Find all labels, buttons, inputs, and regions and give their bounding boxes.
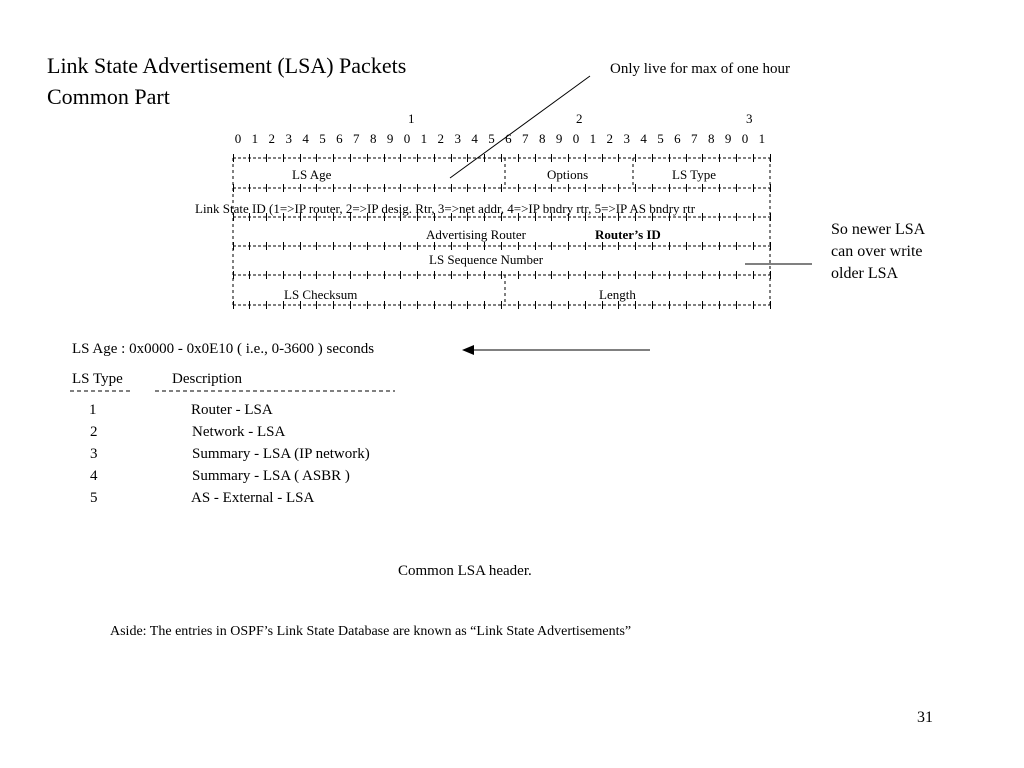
bit-tick-mark <box>350 271 351 279</box>
bit-number: 7 <box>353 131 360 146</box>
bit-tick-mark <box>283 242 284 250</box>
bit-number: 9 <box>724 131 732 146</box>
bit-tick-mark <box>350 154 351 162</box>
field-options: Options <box>547 167 589 182</box>
bit-tick-mark <box>484 271 485 279</box>
bit-tick-mark <box>770 154 771 162</box>
figure-caption: Common LSA header. <box>398 563 532 579</box>
bit-tick-mark <box>736 301 737 309</box>
bit-tick-mark <box>652 271 653 279</box>
bit-tick-mark <box>635 242 636 250</box>
bit-tick-mark <box>434 184 435 192</box>
bit-tick-mark <box>518 154 519 162</box>
bit-tick-mark <box>518 184 519 192</box>
bit-tick-mark <box>400 271 401 279</box>
bit-tick-mark <box>417 301 418 309</box>
bit-tick-mark <box>652 184 653 192</box>
bit-tick-mark <box>266 154 267 162</box>
bit-tick-mark <box>400 184 401 192</box>
bit-tick-mark <box>753 184 754 192</box>
annotation-newer-lsa-line2: can over write <box>831 243 923 260</box>
field-advertising-router: Advertising Router <box>426 227 527 242</box>
bit-number: 5 <box>488 131 495 146</box>
bit-tick-mark <box>753 271 754 279</box>
bit-tick-mark <box>585 154 586 162</box>
bit-tick-mark <box>669 301 670 309</box>
bit-tick-mark <box>535 154 536 162</box>
bit-tick-mark <box>467 154 468 162</box>
bit-tick-mark <box>350 184 351 192</box>
bit-tick-mark <box>249 184 250 192</box>
bit-tick-mark <box>333 184 334 192</box>
bit-tick-mark <box>451 154 452 162</box>
bit-tick-mark <box>719 154 720 162</box>
table-cell-type: 5 <box>90 490 98 506</box>
table-cell-description: Router - LSA <box>191 402 273 418</box>
bit-number: 0 <box>741 131 749 146</box>
bit-tick-mark <box>551 301 552 309</box>
bit-number: 8 <box>538 131 546 146</box>
bit-tick-mark <box>686 242 687 250</box>
annotation-max-age: Only live for max of one hour <box>610 61 790 77</box>
bit-tick-mark <box>283 184 284 192</box>
bit-tick-mark <box>686 154 687 162</box>
bit-tick-mark <box>501 184 502 192</box>
bit-tick-mark <box>736 154 737 162</box>
bit-number: 0 <box>234 131 242 146</box>
table-cell-description: Summary - LSA ( ASBR ) <box>192 468 350 484</box>
bit-number: 6 <box>505 131 512 146</box>
bit-tick-mark <box>585 271 586 279</box>
bit-number: 5 <box>657 131 664 146</box>
bit-tick-mark <box>384 301 385 309</box>
bit-tick-mark <box>535 301 536 309</box>
bit-tick-mark <box>417 242 418 250</box>
bit-tick-mark <box>467 242 468 250</box>
bit-tick-mark <box>669 242 670 250</box>
bit-number: 7 <box>522 131 529 146</box>
bit-tick-mark <box>535 184 536 192</box>
bit-tick-mark <box>719 184 720 192</box>
bit-tick-mark <box>434 242 435 250</box>
bit-tick-mark <box>736 242 737 250</box>
bit-number: 9 <box>555 131 563 146</box>
bit-number: 8 <box>707 131 715 146</box>
bit-number: 4 <box>302 131 309 146</box>
bit-tick-mark <box>400 154 401 162</box>
bit-tick-mark <box>501 271 502 279</box>
bit-number: 9 <box>386 131 394 146</box>
bit-tick-mark <box>585 242 586 250</box>
bit-tick-mark <box>753 242 754 250</box>
bit-number: 4 <box>640 131 647 146</box>
bit-tick-mark <box>669 184 670 192</box>
bit-tick-mark <box>501 242 502 250</box>
bit-tick-mark <box>266 184 267 192</box>
bit-number: 2 <box>437 131 445 146</box>
bit-tick-mark <box>736 213 737 221</box>
bit-number: 0 <box>572 131 580 146</box>
field-length: Length <box>599 287 636 302</box>
bit-tick-mark <box>702 154 703 162</box>
bit-tick-mark <box>518 242 519 250</box>
bit-tick-mark <box>753 213 754 221</box>
bit-tick-mark <box>451 242 452 250</box>
bit-tick-mark <box>686 301 687 309</box>
bit-tick-mark <box>400 301 401 309</box>
bit-number: 4 <box>471 131 478 146</box>
bit-tick-mark <box>652 154 653 162</box>
bit-tick-mark <box>367 184 368 192</box>
bit-tick-mark <box>283 271 284 279</box>
bit-tick-mark <box>535 242 536 250</box>
bit-tick-mark <box>316 271 317 279</box>
bit-tick-mark <box>300 184 301 192</box>
table-header-description: Description <box>172 371 242 387</box>
bit-tick-mark <box>333 154 334 162</box>
bit-tick-mark <box>501 301 502 309</box>
bit-number: 3 <box>454 131 461 146</box>
field-ls-checksum: LS Checksum <box>284 287 358 302</box>
bit-tick-mark <box>753 301 754 309</box>
bit-tick-mark <box>551 184 552 192</box>
bit-tick-mark <box>467 271 468 279</box>
bit-tick-mark <box>300 271 301 279</box>
bit-tick-mark <box>434 301 435 309</box>
bit-tick-mark <box>266 242 267 250</box>
bit-tick-mark <box>736 184 737 192</box>
bit-decade-label: 1 <box>408 111 415 126</box>
bit-tick-mark <box>652 242 653 250</box>
table-cell-description: Network - LSA <box>192 424 286 440</box>
bit-tick-mark <box>602 184 603 192</box>
table-cell-type: 4 <box>90 468 98 484</box>
bit-tick-mark <box>300 242 301 250</box>
bit-tick-mark <box>702 213 703 221</box>
bit-tick-mark <box>702 242 703 250</box>
bit-tick-mark <box>770 184 771 192</box>
table-cell-type: 2 <box>90 424 98 440</box>
bit-tick-mark <box>635 154 636 162</box>
bit-decade-label: 3 <box>746 111 753 126</box>
bit-tick-mark <box>702 301 703 309</box>
bit-tick-mark <box>249 154 250 162</box>
bit-tick-mark <box>367 271 368 279</box>
slide-title-line1: Link State Advertisement (LSA) Packets <box>47 53 407 78</box>
bit-number: 1 <box>251 131 259 146</box>
bit-tick-mark <box>669 154 670 162</box>
bit-tick-mark <box>233 154 234 162</box>
bit-tick-mark <box>451 184 452 192</box>
bit-tick-mark <box>467 301 468 309</box>
bit-tick-mark <box>484 242 485 250</box>
bit-tick-mark <box>384 242 385 250</box>
field-ls-sequence-number: LS Sequence Number <box>429 252 544 267</box>
bit-tick-mark <box>384 184 385 192</box>
bit-tick-mark <box>602 154 603 162</box>
page-number: 31 <box>917 709 933 726</box>
bit-tick-mark <box>266 301 267 309</box>
bit-tick-mark <box>484 301 485 309</box>
bit-tick-mark <box>501 154 502 162</box>
bit-tick-mark <box>518 301 519 309</box>
bit-tick-mark <box>719 301 720 309</box>
bit-tick-mark <box>333 271 334 279</box>
table-cell-type: 3 <box>90 446 98 462</box>
bit-tick-mark <box>618 271 619 279</box>
bit-tick-mark <box>233 271 234 279</box>
bit-tick-mark <box>770 213 771 221</box>
bit-tick-mark <box>434 271 435 279</box>
bit-tick-mark <box>686 184 687 192</box>
aside-note: Aside: The entries in OSPF’s Link State Database are known as “Link State Advertisements” <box>110 624 632 639</box>
bit-tick-mark <box>367 242 368 250</box>
bit-tick-mark <box>770 301 771 309</box>
bit-tick-mark <box>686 271 687 279</box>
bit-tick-mark <box>585 301 586 309</box>
bit-tick-mark <box>417 184 418 192</box>
bit-tick-mark <box>719 213 720 221</box>
bit-tick-mark <box>585 184 586 192</box>
annotation-newer-lsa-line3: older LSA <box>831 265 899 282</box>
bit-tick-mark <box>568 271 569 279</box>
bit-tick-mark <box>568 154 569 162</box>
bit-number: 6 <box>336 131 343 146</box>
bit-tick-mark <box>451 301 452 309</box>
bit-number: 0 <box>403 131 411 146</box>
bit-tick-mark <box>635 271 636 279</box>
bit-number: 7 <box>691 131 698 146</box>
bit-tick-mark <box>384 271 385 279</box>
bit-tick-mark <box>618 184 619 192</box>
bit-tick-mark <box>434 154 435 162</box>
ls-age-description: LS Age : 0x0000 - 0x0E10 ( i.e., 0-3600 ) seconds <box>72 341 375 357</box>
bit-tick-mark <box>535 271 536 279</box>
bit-tick-mark <box>417 154 418 162</box>
bit-tick-mark <box>233 301 234 309</box>
bit-number: 3 <box>285 131 292 146</box>
bit-number: 6 <box>674 131 681 146</box>
bit-tick-mark <box>602 271 603 279</box>
bit-tick-mark <box>551 271 552 279</box>
bit-tick-mark <box>400 242 401 250</box>
bit-number: 1 <box>589 131 597 146</box>
bit-tick-mark <box>266 271 267 279</box>
bit-tick-mark <box>283 154 284 162</box>
bit-decade-label: 2 <box>576 111 583 126</box>
bit-tick-mark <box>736 271 737 279</box>
annotation-newer-lsa-line1: So newer LSA <box>831 221 926 238</box>
bit-tick-mark <box>551 242 552 250</box>
bit-tick-mark <box>233 184 234 192</box>
bit-tick-mark <box>384 154 385 162</box>
bit-tick-mark <box>350 242 351 250</box>
bit-tick-mark <box>652 301 653 309</box>
bit-tick-mark <box>770 271 771 279</box>
bit-tick-mark <box>367 301 368 309</box>
bit-tick-mark <box>719 242 720 250</box>
bit-tick-mark <box>551 154 552 162</box>
bit-tick-mark <box>518 271 519 279</box>
bit-tick-mark <box>249 271 250 279</box>
bit-tick-mark <box>568 184 569 192</box>
bit-tick-mark <box>300 154 301 162</box>
bit-tick-mark <box>568 301 569 309</box>
slide-title-line2: Common Part <box>47 84 170 109</box>
bit-tick-mark <box>484 154 485 162</box>
bit-tick-mark <box>249 301 250 309</box>
bit-tick-mark <box>316 184 317 192</box>
bit-tick-mark <box>467 184 468 192</box>
bit-tick-mark <box>618 154 619 162</box>
bit-number: 1 <box>758 131 766 146</box>
table-header-ls-type: LS Type <box>72 371 123 387</box>
bit-tick-mark <box>417 271 418 279</box>
bit-tick-mark <box>602 242 603 250</box>
bit-tick-mark <box>618 242 619 250</box>
bit-tick-mark <box>367 154 368 162</box>
table-cell-type: 1 <box>89 402 97 418</box>
bit-number: 8 <box>369 131 377 146</box>
bit-tick-mark <box>316 242 317 250</box>
bit-tick-mark <box>702 184 703 192</box>
bit-tick-mark <box>669 271 670 279</box>
bit-tick-mark <box>635 184 636 192</box>
bit-tick-mark <box>249 242 250 250</box>
bit-tick-mark <box>753 154 754 162</box>
bit-tick-mark <box>451 271 452 279</box>
bit-number: 3 <box>623 131 630 146</box>
bit-tick-mark <box>233 242 234 250</box>
bit-tick-mark <box>316 154 317 162</box>
bit-number: 5 <box>319 131 326 146</box>
table-cell-description: Summary - LSA (IP network) <box>192 446 370 462</box>
table-cell-description: AS - External - LSA <box>191 490 315 506</box>
bit-tick-mark <box>702 271 703 279</box>
bit-tick-mark <box>719 271 720 279</box>
bit-tick-mark <box>333 242 334 250</box>
bit-tick-mark <box>484 184 485 192</box>
field-link-state-id: Link State ID (1=>IP router, 2=>IP desig. Rtr, 3=>net addr, 4=>IP bndry rtr, 5=>IP AS bndry rtr <box>195 201 696 216</box>
bit-number: 1 <box>420 131 428 146</box>
field-ls-type: LS Type <box>672 167 716 182</box>
bit-number: 2 <box>268 131 276 146</box>
field-routers-id: Router’s ID <box>595 227 661 242</box>
bit-tick-mark <box>568 242 569 250</box>
bit-tick-mark <box>770 242 771 250</box>
bit-number: 2 <box>606 131 614 146</box>
field-ls-age: LS Age <box>292 167 332 182</box>
